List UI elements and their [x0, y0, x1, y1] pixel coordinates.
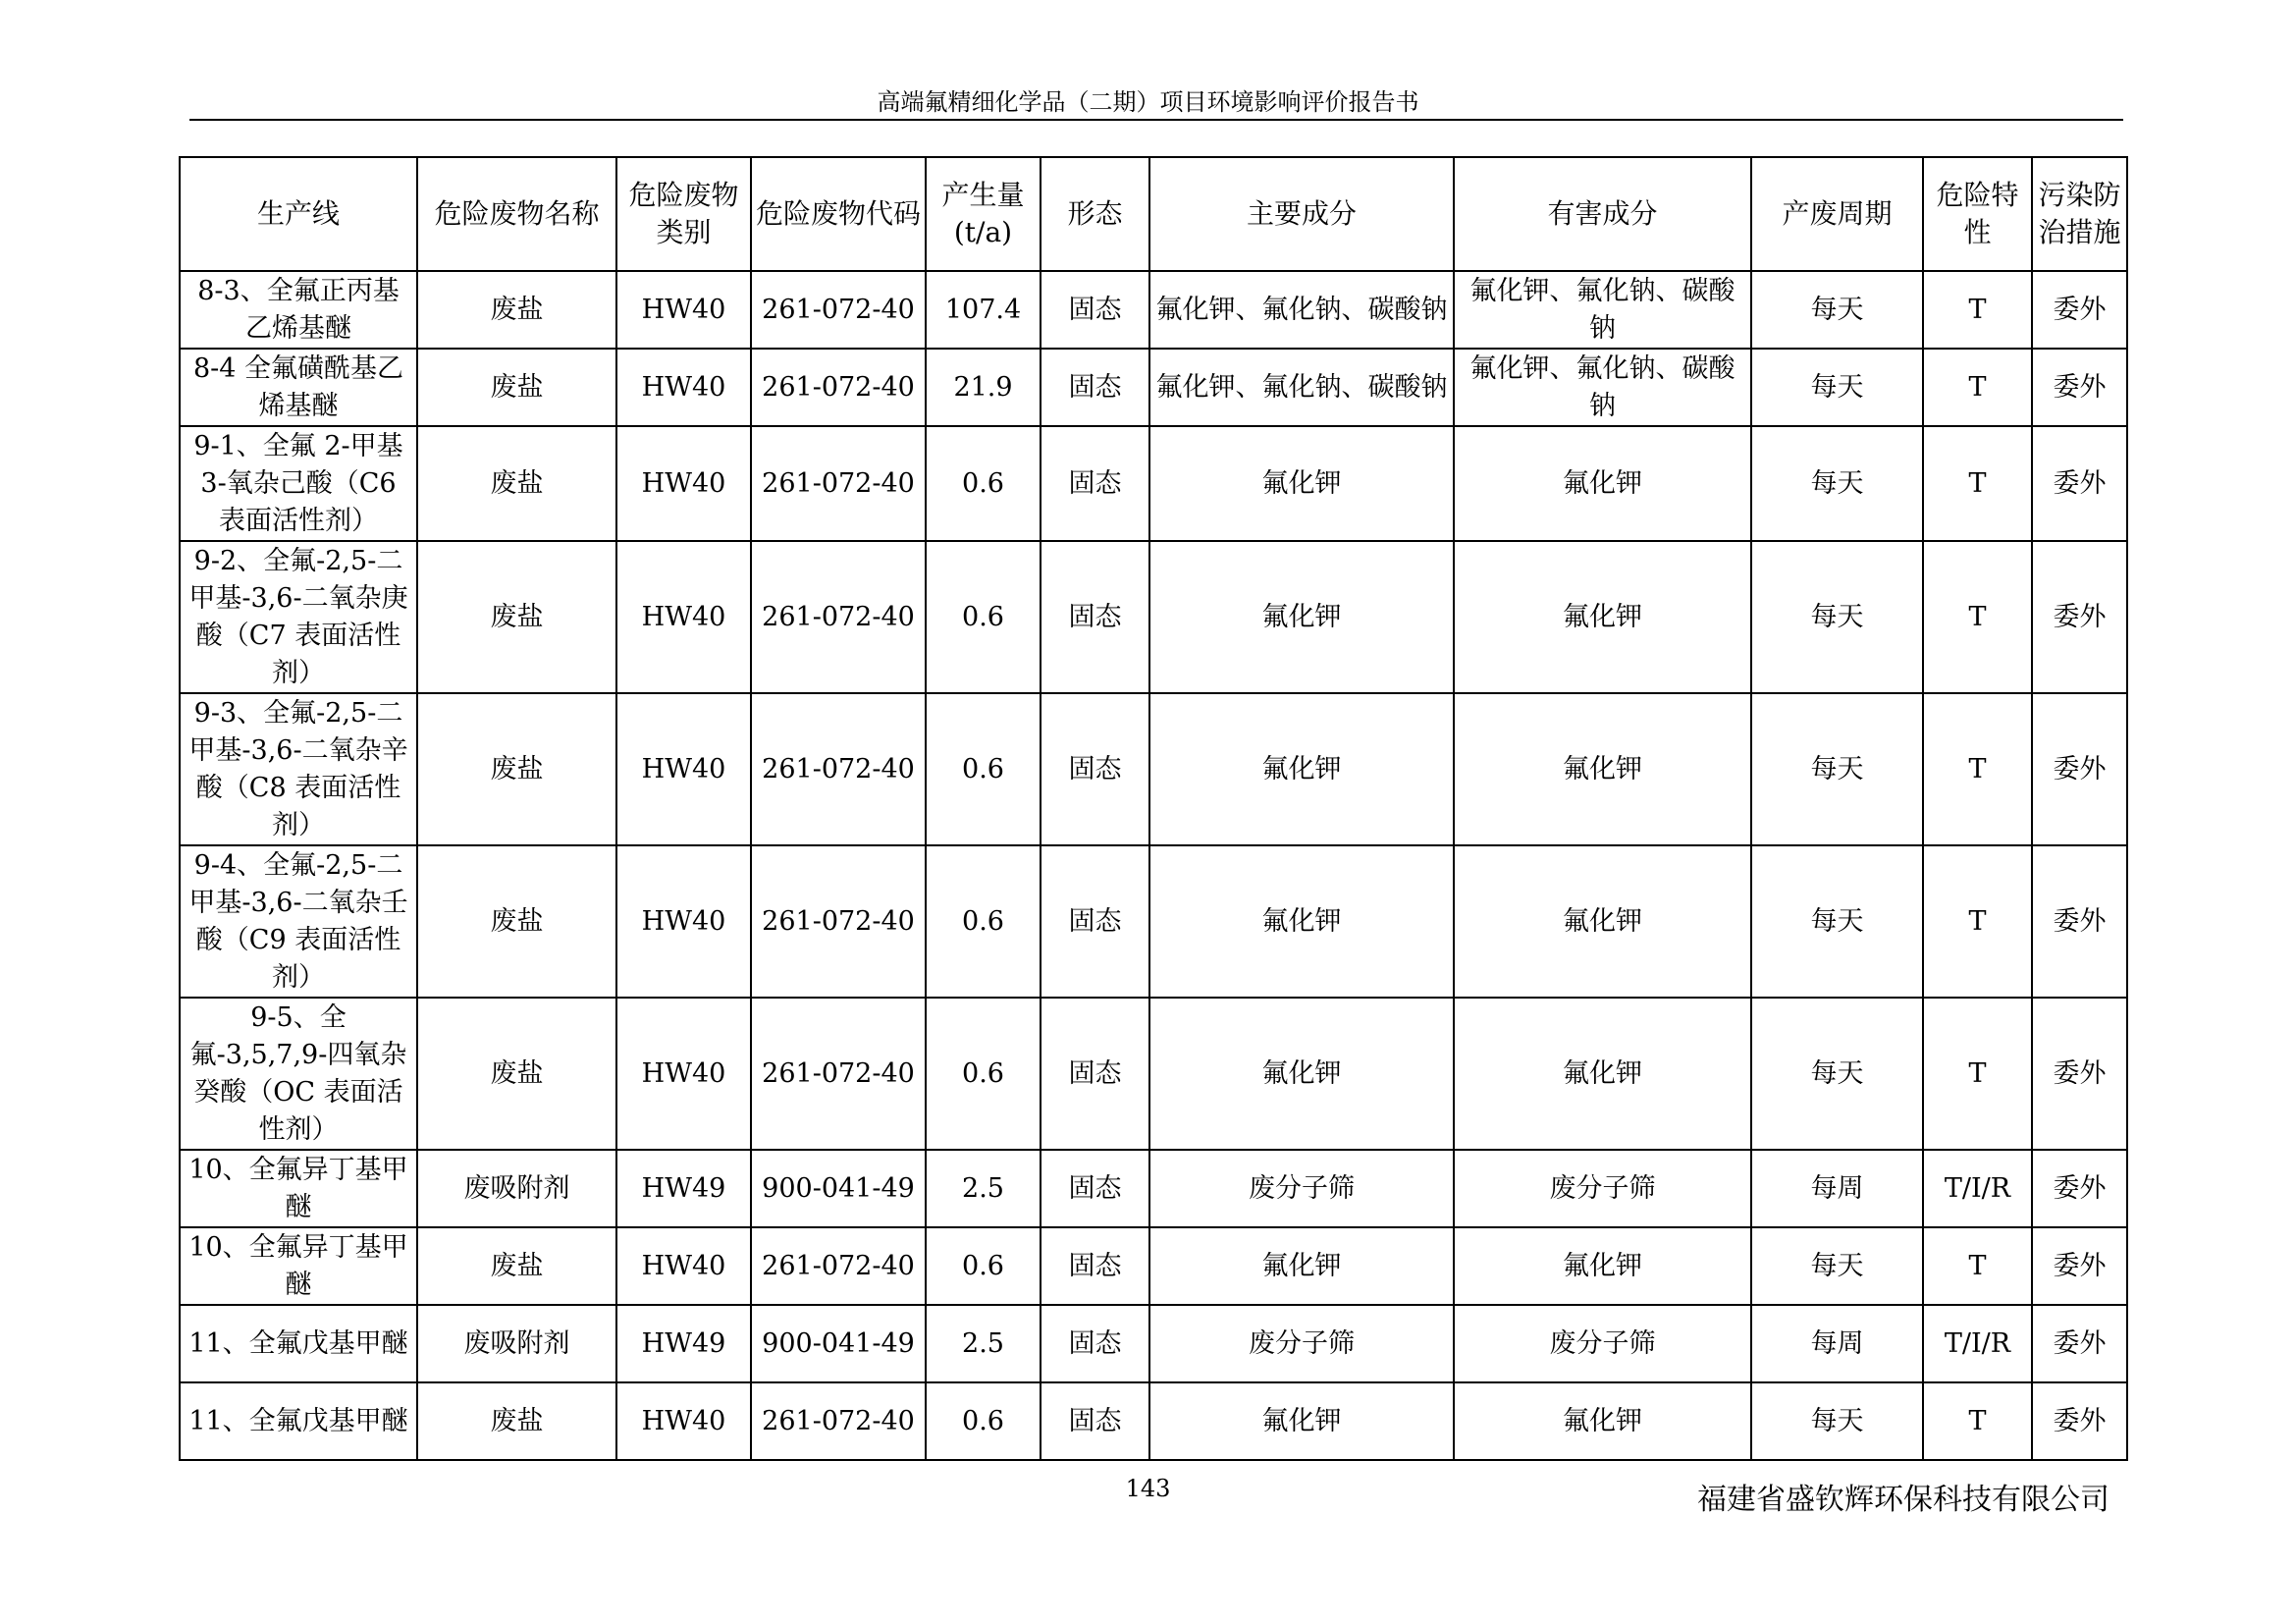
table-cell: 261-072-40	[751, 1382, 926, 1460]
table-cell: 每天	[1751, 1382, 1923, 1460]
document-header-title: 高端氟精细化学品（二期）项目环境影响评价报告书	[877, 88, 1419, 116]
table-cell: 9-2、全氟-2,5-二甲基-3,6-二氧杂庚酸（C7 表面活性剂）	[180, 541, 417, 693]
col-header: 产生量(t/a)	[926, 157, 1041, 271]
table-cell: 0.6	[926, 426, 1041, 541]
table-cell: HW40	[616, 541, 751, 693]
table-cell: 每天	[1751, 541, 1923, 693]
col-header: 形态	[1041, 157, 1149, 271]
table-cell: 每天	[1751, 426, 1923, 541]
table-cell: 废吸附剂	[417, 1305, 616, 1382]
table-cell: HW49	[616, 1305, 751, 1382]
table-cell: 委外	[2032, 1305, 2127, 1382]
table-cell: 261-072-40	[751, 349, 926, 426]
table-row	[180, 271, 2127, 349]
table-cell: 0.6	[926, 845, 1041, 998]
table-cell: 废盐	[417, 349, 616, 426]
table-cell: 废吸附剂	[417, 1150, 616, 1227]
table-cell: 废盐	[417, 1382, 616, 1460]
table-cell: T/I/R	[1923, 1305, 2032, 1382]
table-row	[180, 541, 2127, 693]
table-cell: 2.5	[926, 1305, 1041, 1382]
table-cell: 委外	[2032, 693, 2127, 845]
table-cell: 261-072-40	[751, 693, 926, 845]
table-cell: 废盐	[417, 845, 616, 998]
col-header: 危险废物类别	[616, 157, 751, 271]
table-cell: 氟化钾	[1454, 426, 1751, 541]
table-cell: 固态	[1041, 271, 1149, 349]
table-cell: 固态	[1041, 693, 1149, 845]
table-cell: 每天	[1751, 845, 1923, 998]
table-cell: 固态	[1041, 845, 1149, 998]
table-cell: 固态	[1041, 349, 1149, 426]
table-cell: 委外	[2032, 1227, 2127, 1305]
table-cell: 固态	[1041, 541, 1149, 693]
table-cell: 900-041-49	[751, 1305, 926, 1382]
table-cell: 废分子筛	[1454, 1305, 1751, 1382]
table-row	[180, 845, 2127, 998]
col-header: 危险特性	[1923, 157, 2032, 271]
header-divider	[189, 119, 2123, 121]
table-cell: 21.9	[926, 349, 1041, 426]
table-cell: 委外	[2032, 998, 2127, 1150]
table-row	[180, 1227, 2127, 1305]
table-cell: 氟化钾、氟化钠、碳酸钠	[1454, 271, 1751, 349]
table-cell: T	[1923, 426, 2032, 541]
table-cell: 固态	[1041, 426, 1149, 541]
table-cell: 委外	[2032, 1150, 2127, 1227]
table-cell: 委外	[2032, 426, 2127, 541]
table-cell: 每天	[1751, 271, 1923, 349]
col-header: 产废周期	[1751, 157, 1923, 271]
table-cell: T	[1923, 541, 2032, 693]
table-cell: 9-1、全氟 2-甲基 3-氧杂己酸（C6 表面活性剂）	[180, 426, 417, 541]
table-cell: HW40	[616, 998, 751, 1150]
table-cell: 8-4 全氟磺酰基乙烯基醚	[180, 349, 417, 426]
table-cell: 261-072-40	[751, 998, 926, 1150]
table-cell: 固态	[1041, 998, 1149, 1150]
table-cell: 废盐	[417, 271, 616, 349]
page-number: 143	[1125, 1475, 1171, 1502]
table-cell: 废盐	[417, 693, 616, 845]
table-cell: 11、全氟戊基甲醚	[180, 1305, 417, 1382]
table-cell: 氟化钾	[1149, 845, 1454, 998]
table-cell: 9-4、全氟-2,5-二甲基-3,6-二氧杂壬酸（C9 表面活性剂）	[180, 845, 417, 998]
table-cell: 每天	[1751, 693, 1923, 845]
table-cell: T/I/R	[1923, 1150, 2032, 1227]
table-cell: 废盐	[417, 541, 616, 693]
table-cell: 每周	[1751, 1150, 1923, 1227]
table-cell: 10、全氟异丁基甲醚	[180, 1150, 417, 1227]
table-cell: 氟化钾	[1149, 1382, 1454, 1460]
table-cell: HW40	[616, 1382, 751, 1460]
table-cell: T	[1923, 998, 2032, 1150]
table-cell: 每天	[1751, 1227, 1923, 1305]
table-cell: 每周	[1751, 1305, 1923, 1382]
table-cell: 固态	[1041, 1150, 1149, 1227]
table-cell: 0.6	[926, 1227, 1041, 1305]
table-cell: 10、全氟异丁基甲醚	[180, 1227, 417, 1305]
table-cell: 261-072-40	[751, 426, 926, 541]
table-cell: 每天	[1751, 349, 1923, 426]
table-cell: 废分子筛	[1454, 1150, 1751, 1227]
table-cell: 氟化钾	[1149, 693, 1454, 845]
table-cell: 固态	[1041, 1382, 1149, 1460]
col-header: 生产线	[180, 157, 417, 271]
table-cell: 氟化钾	[1149, 426, 1454, 541]
table-cell: T	[1923, 693, 2032, 845]
col-header: 污染防治措施	[2032, 157, 2127, 271]
table-cell: T	[1923, 845, 2032, 998]
table-cell: 氟化钾	[1149, 1227, 1454, 1305]
table-cell: 固态	[1041, 1305, 1149, 1382]
table-cell: 0.6	[926, 693, 1041, 845]
table-cell: T	[1923, 271, 2032, 349]
table-cell: 0.6	[926, 541, 1041, 693]
table-cell: 废盐	[417, 1227, 616, 1305]
table-row	[180, 693, 2127, 845]
table-cell: 每天	[1751, 998, 1923, 1150]
table-cell: 11、全氟戊基甲醚	[180, 1382, 417, 1460]
table-cell: 固态	[1041, 1227, 1149, 1305]
col-header: 危险废物名称	[417, 157, 616, 271]
table-cell: 委外	[2032, 1382, 2127, 1460]
table-cell: HW40	[616, 426, 751, 541]
table-cell: 0.6	[926, 998, 1041, 1150]
table-cell: HW40	[616, 1227, 751, 1305]
table-cell: 氟化钾、氟化钠、碳酸钠	[1454, 349, 1751, 426]
table-cell: 氟化钾	[1454, 998, 1751, 1150]
table-cell: 委外	[2032, 349, 2127, 426]
col-header: 有害成分	[1454, 157, 1751, 271]
table-cell: 0.6	[926, 1382, 1041, 1460]
table-cell: 废盐	[417, 426, 616, 541]
table-header-row	[180, 157, 2127, 271]
table-cell: 氟化钾	[1454, 1227, 1751, 1305]
table-cell: 261-072-40	[751, 1227, 926, 1305]
table-cell: T	[1923, 349, 2032, 426]
table-cell: HW40	[616, 693, 751, 845]
table-row	[180, 349, 2127, 426]
table-cell: 氟化钾、氟化钠、碳酸钠	[1149, 349, 1454, 426]
table-cell: 氟化钾	[1454, 693, 1751, 845]
table-row	[180, 1150, 2127, 1227]
table-cell: 900-041-49	[751, 1150, 926, 1227]
table-cell: 氟化钾	[1454, 845, 1751, 998]
table-cell: 氟化钾	[1454, 1382, 1751, 1460]
table-cell: 261-072-40	[751, 845, 926, 998]
col-header: 危险废物代码	[751, 157, 926, 271]
table-cell: 委外	[2032, 541, 2127, 693]
table-cell: 107.4	[926, 271, 1041, 349]
table-cell: 261-072-40	[751, 541, 926, 693]
table-cell: HW40	[616, 349, 751, 426]
table-cell: 氟化钾	[1149, 998, 1454, 1150]
table-cell: 废分子筛	[1149, 1305, 1454, 1382]
table-cell: T	[1923, 1227, 2032, 1305]
table-cell: HW40	[616, 845, 751, 998]
table-cell: 9-3、全氟-2,5-二甲基-3,6-二氧杂辛酸（C8 表面活性剂）	[180, 693, 417, 845]
table-cell: 2.5	[926, 1150, 1041, 1227]
table-row	[180, 426, 2127, 541]
company-name: 福建省盛钦辉环保科技有限公司	[1697, 1483, 2109, 1517]
col-header: 主要成分	[1149, 157, 1454, 271]
table-row	[180, 1305, 2127, 1382]
table-cell: T	[1923, 1382, 2032, 1460]
table-cell: 委外	[2032, 845, 2127, 998]
table-cell: 8-3、全氟正丙基乙烯基醚	[180, 271, 417, 349]
table-cell: 委外	[2032, 271, 2127, 349]
table-cell: 氟化钾	[1149, 541, 1454, 693]
table-cell: 氟化钾、氟化钠、碳酸钠	[1149, 271, 1454, 349]
table-cell: 氟化钾	[1454, 541, 1751, 693]
table-cell: 261-072-40	[751, 271, 926, 349]
table-cell: 废盐	[417, 998, 616, 1150]
table-row	[180, 1382, 2127, 1460]
table-cell: 废分子筛	[1149, 1150, 1454, 1227]
table-cell: 9-5、全氟-3,5,7,9-四氧杂癸酸（OC 表面活性剂）	[180, 998, 417, 1150]
hazardous-waste-table	[179, 156, 2128, 1461]
table-cell: HW40	[616, 271, 751, 349]
table-row	[180, 998, 2127, 1150]
table-cell: HW49	[616, 1150, 751, 1227]
